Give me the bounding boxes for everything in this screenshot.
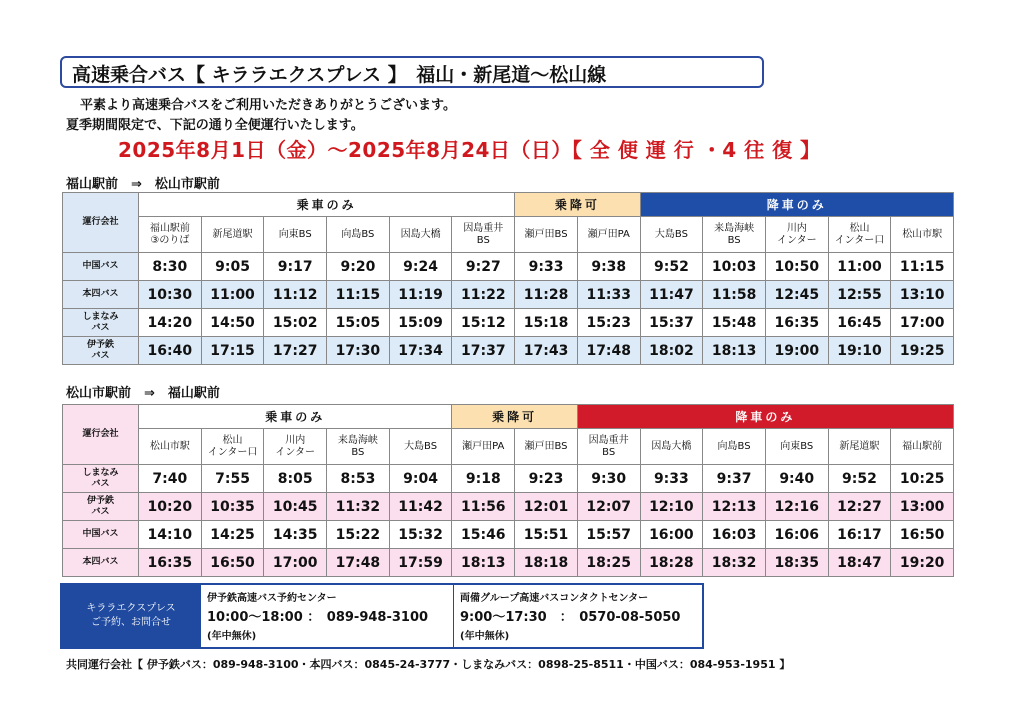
departure-time: 11:58 [703, 281, 766, 309]
operator-name: 伊予鉄 バス [63, 493, 139, 521]
departure-time: 9:24 [389, 253, 452, 281]
departure-time: 9:05 [201, 253, 264, 281]
departure-time: 15:32 [389, 521, 452, 549]
operator-name: 本四バス [63, 281, 139, 309]
departure-time: 15:18 [515, 309, 578, 337]
stop-name: 川内 インター [765, 217, 828, 253]
departure-time: 16:00 [640, 521, 703, 549]
departure-time: 14:20 [139, 309, 202, 337]
stop-name: 向東BS [264, 217, 327, 253]
departure-time: 9:40 [765, 465, 828, 493]
departure-time: 10:50 [765, 253, 828, 281]
departure-time: 15:22 [327, 521, 390, 549]
stop-name: 大島BS [389, 429, 452, 465]
departure-time: 17:34 [389, 337, 452, 365]
departure-time: 18:35 [765, 549, 828, 577]
stop-name: 因島大橋 [640, 429, 703, 465]
stop-name: 松山 インター口 [828, 217, 891, 253]
departure-time: 7:40 [139, 465, 202, 493]
operator-name: しまなみ バス [63, 309, 139, 337]
departure-time: 15:12 [452, 309, 515, 337]
stop-name: 松山市駅 [891, 217, 954, 253]
center-name: 伊予鉄高速バス予約センター [207, 593, 337, 604]
table-row [63, 281, 954, 309]
operator-name: しまなみ バス [63, 465, 139, 493]
company-column-header: 運行会社 [63, 405, 139, 465]
table-row [63, 465, 954, 493]
departure-time: 17:15 [201, 337, 264, 365]
stop-name: 向島BS [327, 217, 390, 253]
departure-time: 16:06 [765, 521, 828, 549]
stop-name: 因島大橋 [389, 217, 452, 253]
departure-time: 9:27 [452, 253, 515, 281]
departure-time: 12:10 [640, 493, 703, 521]
departure-time: 14:50 [201, 309, 264, 337]
stop-name: 向東BS [765, 429, 828, 465]
departure-time: 17:48 [327, 549, 390, 577]
departure-time: 16:35 [139, 549, 202, 577]
contact-label-line-2: ご予約、お問合せ [91, 617, 171, 628]
departure-time: 15:57 [577, 521, 640, 549]
intro-line-1: 平素より高速乗合バスをご利用いただきありがとうございます。 [80, 98, 456, 113]
table-row [63, 521, 954, 549]
stop-name: 瀬戸田PA [577, 217, 640, 253]
departure-time: 9:20 [327, 253, 390, 281]
departure-time: 18:28 [640, 549, 703, 577]
departure-time: 18:25 [577, 549, 640, 577]
departure-time: 11:42 [389, 493, 452, 521]
departure-time: 17:48 [577, 337, 640, 365]
footer-operators: 共同運行会社【 伊予鉄バス：089-948-3100・本四バス：0845-24-3777・しまなみバス：0898-25-8511・中国バス：084-953-1951 】 [66, 658, 791, 671]
departure-time: 14:35 [264, 521, 327, 549]
center-hours-phone: 9:00〜17:30 ： 0570-08-5050 [460, 610, 681, 625]
departure-time: 11:15 [891, 253, 954, 281]
departure-time: 8:53 [327, 465, 390, 493]
departure-time: 8:05 [264, 465, 327, 493]
departure-time: 18:02 [640, 337, 703, 365]
departure-time: 10:25 [891, 465, 954, 493]
departure-time: 15:46 [452, 521, 515, 549]
departure-time: 12:27 [828, 493, 891, 521]
stop-name: 川内 インター [264, 429, 327, 465]
departure-time: 10:20 [139, 493, 202, 521]
departure-time: 19:20 [891, 549, 954, 577]
departure-time: 11:15 [327, 281, 390, 309]
stop-name: 大島BS [640, 217, 703, 253]
departure-time: 12:01 [515, 493, 578, 521]
departure-time: 11:56 [452, 493, 515, 521]
section-title-outbound: 福山駅前 ⇒ 松山市駅前 [66, 177, 220, 192]
stop-group-header: 乗車のみ [139, 193, 515, 217]
departure-time: 19:10 [828, 337, 891, 365]
stop-group-header: 乗降可 [452, 405, 577, 429]
departure-time: 13:00 [891, 493, 954, 521]
stop-name: 新尾道駅 [201, 217, 264, 253]
departure-time: 18:18 [515, 549, 578, 577]
stop-group-header: 乗車のみ [139, 405, 452, 429]
stop-group-header: 乗降可 [515, 193, 640, 217]
departure-time: 17:00 [891, 309, 954, 337]
departure-time: 15:51 [515, 521, 578, 549]
departure-time: 13:10 [891, 281, 954, 309]
departure-time: 17:59 [389, 549, 452, 577]
departure-time: 9:52 [640, 253, 703, 281]
stop-name: 新尾道駅 [828, 429, 891, 465]
departure-time: 11:00 [828, 253, 891, 281]
departure-time: 11:12 [264, 281, 327, 309]
departure-time: 11:33 [577, 281, 640, 309]
departure-time: 17:37 [452, 337, 515, 365]
departure-time: 16:17 [828, 521, 891, 549]
intro-line-2: 夏季期間限定で、下記の通り全便運行いたします。 [66, 118, 364, 133]
departure-time: 16:50 [891, 521, 954, 549]
departure-time: 14:25 [201, 521, 264, 549]
center-hours-phone: 10:00〜18:00 ： 089-948-3100 [207, 610, 429, 625]
contact-label-line-1: キララエクスプレス [86, 603, 176, 614]
operator-name: 伊予鉄 バス [63, 337, 139, 365]
departure-time: 9:33 [640, 465, 703, 493]
departure-time: 9:37 [703, 465, 766, 493]
departure-time: 11:00 [201, 281, 264, 309]
departure-time: 12:55 [828, 281, 891, 309]
departure-time: 19:25 [891, 337, 954, 365]
company-column-header: 運行会社 [63, 193, 139, 253]
departure-time: 12:45 [765, 281, 828, 309]
departure-time: 9:18 [452, 465, 515, 493]
departure-time: 17:43 [515, 337, 578, 365]
departure-time: 9:23 [515, 465, 578, 493]
stop-name: 福山駅前 [891, 429, 954, 465]
stop-name: 因島重井 BS [577, 429, 640, 465]
table-row [63, 549, 954, 577]
departure-time: 16:50 [201, 549, 264, 577]
departure-time: 12:13 [703, 493, 766, 521]
departure-time: 11:32 [327, 493, 390, 521]
stop-name: 来島海峡 BS [327, 429, 390, 465]
departure-time: 18:32 [703, 549, 766, 577]
departure-time: 17:30 [327, 337, 390, 365]
stop-name: 瀬戸田PA [452, 429, 515, 465]
departure-time: 11:47 [640, 281, 703, 309]
operation-period: 2025年8月1日（金）〜2025年8月24日（日）【 全 便 運 行 ・4 往 復 】 [118, 138, 821, 162]
departure-time: 10:35 [201, 493, 264, 521]
center-name: 両備グループ高速バスコンタクトセンター [460, 593, 649, 604]
center-note: (年中無休) [207, 631, 257, 642]
stop-group-header: 降車のみ [577, 405, 953, 429]
departure-time: 16:45 [828, 309, 891, 337]
departure-time: 12:16 [765, 493, 828, 521]
departure-time: 7:55 [201, 465, 264, 493]
departure-time: 11:19 [389, 281, 452, 309]
departure-time: 12:07 [577, 493, 640, 521]
stop-name: 福山駅前 ③のりば [139, 217, 202, 253]
departure-time: 17:00 [264, 549, 327, 577]
departure-time: 11:22 [452, 281, 515, 309]
table-row [63, 493, 954, 521]
departure-time: 15:09 [389, 309, 452, 337]
contact-center-iyotetsu [200, 585, 453, 647]
departure-time: 9:52 [828, 465, 891, 493]
departure-time: 9:17 [264, 253, 327, 281]
departure-time: 18:47 [828, 549, 891, 577]
center-note: (年中無休) [460, 631, 510, 642]
departure-time: 16:40 [139, 337, 202, 365]
operator-name: 中国バス [63, 253, 139, 281]
departure-time: 9:30 [577, 465, 640, 493]
departure-time: 11:28 [515, 281, 578, 309]
contact-label [62, 585, 200, 647]
table-row [63, 309, 954, 337]
operator-name: 本四バス [63, 549, 139, 577]
stop-name: 来島海峡 BS [703, 217, 766, 253]
stop-name: 向島BS [703, 429, 766, 465]
stop-group-header: 降車のみ [640, 193, 953, 217]
stop-name: 松山 インター口 [201, 429, 264, 465]
departure-time: 14:10 [139, 521, 202, 549]
table-row [63, 337, 954, 365]
departure-time: 18:13 [703, 337, 766, 365]
departure-time: 19:00 [765, 337, 828, 365]
departure-time: 15:48 [703, 309, 766, 337]
departure-time: 8:30 [139, 253, 202, 281]
departure-time: 9:38 [577, 253, 640, 281]
stop-name: 瀬戸田BS [515, 429, 578, 465]
departure-time: 15:02 [264, 309, 327, 337]
table-row [63, 253, 954, 281]
departure-time: 10:03 [703, 253, 766, 281]
stop-name: 因島重井 BS [452, 217, 515, 253]
operator-name: 中国バス [63, 521, 139, 549]
section-title-inbound: 松山市駅前 ⇒ 福山駅前 [66, 386, 220, 401]
departure-time: 17:27 [264, 337, 327, 365]
timetable-outbound [62, 192, 954, 365]
departure-time: 15:37 [640, 309, 703, 337]
departure-time: 16:35 [765, 309, 828, 337]
timetable-inbound [62, 404, 954, 577]
departure-time: 18:13 [452, 549, 515, 577]
departure-time: 15:05 [327, 309, 390, 337]
departure-time: 15:23 [577, 309, 640, 337]
stop-name: 松山市駅 [139, 429, 202, 465]
contact-center-ryobi [453, 585, 702, 647]
departure-time: 9:33 [515, 253, 578, 281]
contact-box [60, 583, 704, 649]
stop-name: 瀬戸田BS [515, 217, 578, 253]
departure-time: 10:30 [139, 281, 202, 309]
departure-time: 16:03 [703, 521, 766, 549]
departure-time: 10:45 [264, 493, 327, 521]
page-title: 高速乗合バス【 キララエクスプレス 】 福山・新尾道〜松山線 [60, 56, 764, 88]
departure-time: 9:04 [389, 465, 452, 493]
